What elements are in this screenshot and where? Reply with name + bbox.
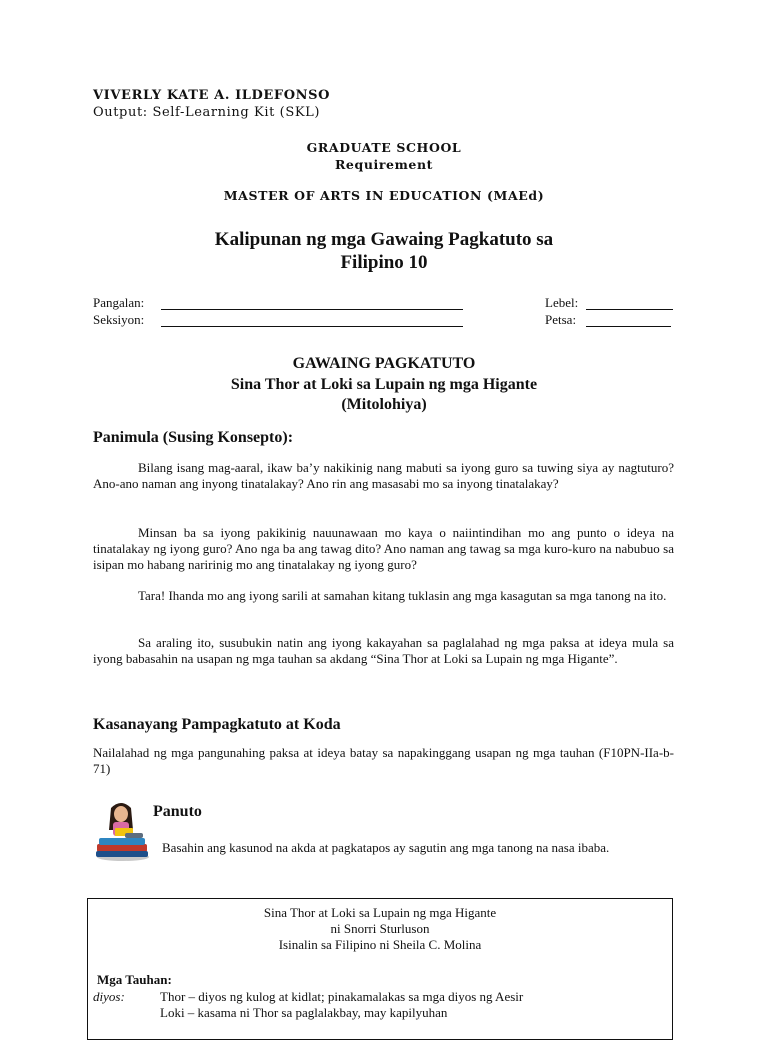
story-title: Sina Thor at Loki sa Lupain ng mga Higante [263,905,497,920]
petsa-field[interactable] [586,314,671,327]
activity-label: GAWAING PAGKATUTO [292,355,476,372]
panimula-heading: Panimula (Susing Konsepto): [93,429,294,446]
degree-heading: MASTER OF ARTS IN EDUCATION (MAEd) [223,188,545,203]
panimula-paragraph: Tara! Ihanda mo ang iyong sarili at samahan kitang tuklasin ang mga kasagutan sa mga tanong na ito. [138,588,667,603]
activity-title: Sina Thor at Loki sa Lupain ng mga Higante [230,376,538,393]
panimula-paragraph: Bilang isang mag-aaral, ikaw ba’y nakikinig nang mabuti sa iyong guro sa tuwing siya ay nagtuturo? Ano-ano naman ang inyong tinatalakay? Ano rin ang masasabi mo sa inyong tinatalakay? [93,460,674,491]
petsa-label: Petsa: [545,312,577,327]
panuto-text: Basahin ang kasunod na akda at pagkatapos ay sagutin ang mga tanong na nasa ibaba. [162,840,610,855]
seksiyon-label: Seksiyon: [93,312,145,327]
tauhan-entry: Thor – diyos ng kulog at kidlat; pinakamalakas sa mga diyos ng Aesir [160,989,524,1004]
author-name: VIVERLY KATE A. ILDEFONSO [93,88,331,103]
panimula-paragraph: Sa araling ito, susubukin natin ang iyong kakayahan sa paglalahad ng mga paksa at ideya mula sa iyong babasahin na usapan ng mga tauhan sa akdang “Sina Thor at Loki sa Lupain ng mga Higante”. [93,635,674,666]
seksiyon-field[interactable] [161,314,463,327]
requirement-heading: Requirement [334,157,434,172]
pangalan-field[interactable] [161,297,463,310]
activity-genre: (Mitolohiya) [341,396,427,413]
story-translator: Isinalin sa Filipino ni Sheila C. Molina [278,937,482,952]
panuto-heading: Panuto [153,803,202,820]
story-box [87,898,673,1040]
kasanayan-text: Nailalahad ng mga pangunahing paksa at ideya batay sa napakinggang usapan ng mga tauhan (F10PN-IIa-b-71) [93,745,674,776]
kasanayan-heading: Kasanayang Pampagkatuto at Koda [93,716,341,733]
main-title-line1: Kalipunan ng mga Gawaing Pagkatuto sa [214,229,554,250]
tauhan-heading: Mga Tauhan: [97,972,172,987]
lebel-field[interactable] [586,297,673,310]
tauhan-category: diyos: [93,989,125,1004]
story-author: ni Snorri Sturluson [330,921,430,936]
school-heading: GRADUATE SCHOOL [306,140,462,155]
panimula-paragraph: Minsan ba sa iyong pakikinig nauunawaan mo kaya o naiintindihan mo ang punto o ideya na tinatalakay ng iyong guro? Ano nga ba ang tawag dito? Ano naman ang tawag sa mga kuro-kuro na nabubuo sa isipan mo habang naririnig mo ang tinatalakay ng iyong guro? [93,525,674,572]
main-title-line2: Filipino 10 [340,252,428,273]
tauhan-entry: Loki – kasama ni Thor sa paglalakbay, may kapilyuhan [160,1005,448,1020]
lebel-label: Lebel: [545,295,579,310]
pangalan-label: Pangalan: [93,295,145,310]
output-line: Output: Self-Learning Kit (SKL) [93,105,321,120]
